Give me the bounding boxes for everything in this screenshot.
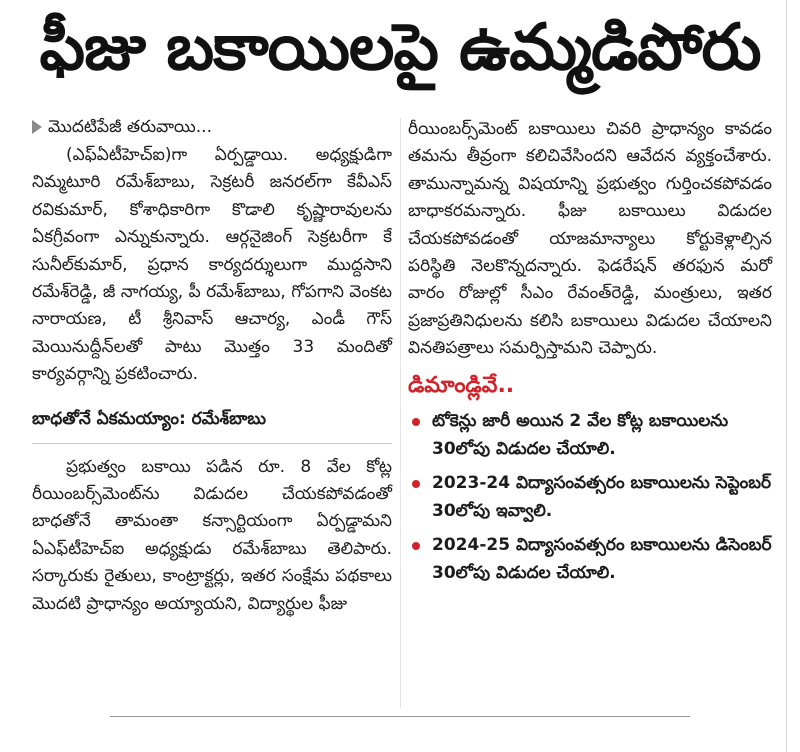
demand-text: టోకెన్లు జారీ అయిన 2 వేల కోట్ల బకాయిలను 30లోపు విడుదల చేయాలి. <box>432 410 729 459</box>
demand-text: 2024-25 విద్యాసంవత్సరం బకాయిలను డిసెంబర్ 30లోపు విడుదల చేయాలి. <box>432 534 772 583</box>
continuation-line <box>32 116 392 138</box>
left-paragraph-2: ప్రభుత్వం బకాయి పడిన రూ. 8 వేల కోట్ల రీయింబర్స్‌మెంట్‌ను విడుదల చేయకపోవడంతో బాధతోనే తామంతా కన్సార్టియంగా ఏర్పడ్డామని ఏఎఫ్‌టీహెచ్‌ఐ అధ్యక్షుడు రమేశ్‌బాబు తెలిపారు. సర్కారుకు రైతులు, కాంట్రాక్టర్లు, ఇతర సంక్షేమ పథకాలు మొదటి ప్రాధాన్యం అయ్యాయని, విద్యార్థుల ఫీజు <box>32 456 392 614</box>
right-column <box>408 116 772 593</box>
right-paragraph-1: రీయింబర్స్‌మెంట్ బకాయిలు చివరి ప్రాధాన్యం కావడం తమను తీవ్రంగా కలిచివేసిందని ఆవేదన వ్యక్తంచేశారు. తామున్నామన్న విషయాన్ని ప్రభుత్వం గుర్తించకపోవడం బాధాకరమన్నారు. ఫీజు బకాయిలు విడుదల చేయకపోవడంతో యాజమాన్యాలు కోర్టుకెళ్లాల్సిన పరిస్థితి నెలకొన్నదన్నారు. ఫెడరేషన్ తరఫున మరో వారం రోజుల్లో సీఎం రేవంత్‌రెడ్డి, మంత్రులు, ఇతర ప్రజాప్రతినిధులను కలిసి బకాయిలు విడుదల చేయాలని వినతిపత్రాలు సమర్పిస్తామని చెప్పారు. <box>408 119 772 359</box>
demand-text: 2023-24 విద్యాసంవత్సరం బకాయిలను సెప్టెంబర్ 30లోపు ఇవ్వాలి. <box>432 472 772 521</box>
continuation-text: మొదటిపేజీ తరువాయి... <box>48 117 212 137</box>
headline: ఫీజు బకాయిలపై ఉమ్మడిపోరు <box>39 11 761 85</box>
bottom-rule <box>110 716 690 717</box>
page-edge-line <box>786 0 787 752</box>
demand-item <box>408 469 772 525</box>
demand-item <box>408 407 772 463</box>
triangle-right-icon <box>32 120 42 134</box>
demand-item <box>408 531 772 587</box>
column-divider <box>400 118 401 708</box>
red-dot-icon <box>412 418 420 426</box>
left-paragraph-1: (ఎఫ్‌ఏటీహెచ్‌ఐ)గా ఏర్పడ్డాయి. అధ్యక్షుడిగా నిమ్మటూరి రమేశ్‌బాబు, సెక్రటరీ జనరల్‌గా కేవీఎస్ రవికుమార్, కోశాధికారిగా కొడాలి కృష్ణారావులను ఏకగ్రీవంగా ఎన్నుకున్నారు. ఆర్గనైజింగ్ సెక్రటరీగా కే సునీల్‌కుమార్, ప్రధాన కార్యదర్శులుగా ముద్దసాని రమేశ్‌రెడ్డి, జీ నాగయ్య, పీ రమేశ్‌బాబు, గోపగాని వెంకట నారాయణ, టీ శ్రీనివాస్ ఆచార్య, ఎండీ గౌస్ మెయినుద్దీన్‌లతో పాటు మొత్తం 33 మందితో కార్యవర్గాన్ని ప్రకటించారు. <box>32 145 392 385</box>
demands-title: డిమాండ్లివే.. <box>408 372 515 398</box>
red-dot-icon <box>412 542 420 550</box>
left-column <box>32 116 392 618</box>
subheading: బాధతోనే ఏకమయ్యాం: రమేశ్‌బాబు <box>32 408 266 429</box>
subheading-divider <box>32 443 392 444</box>
red-dot-icon <box>412 480 420 488</box>
